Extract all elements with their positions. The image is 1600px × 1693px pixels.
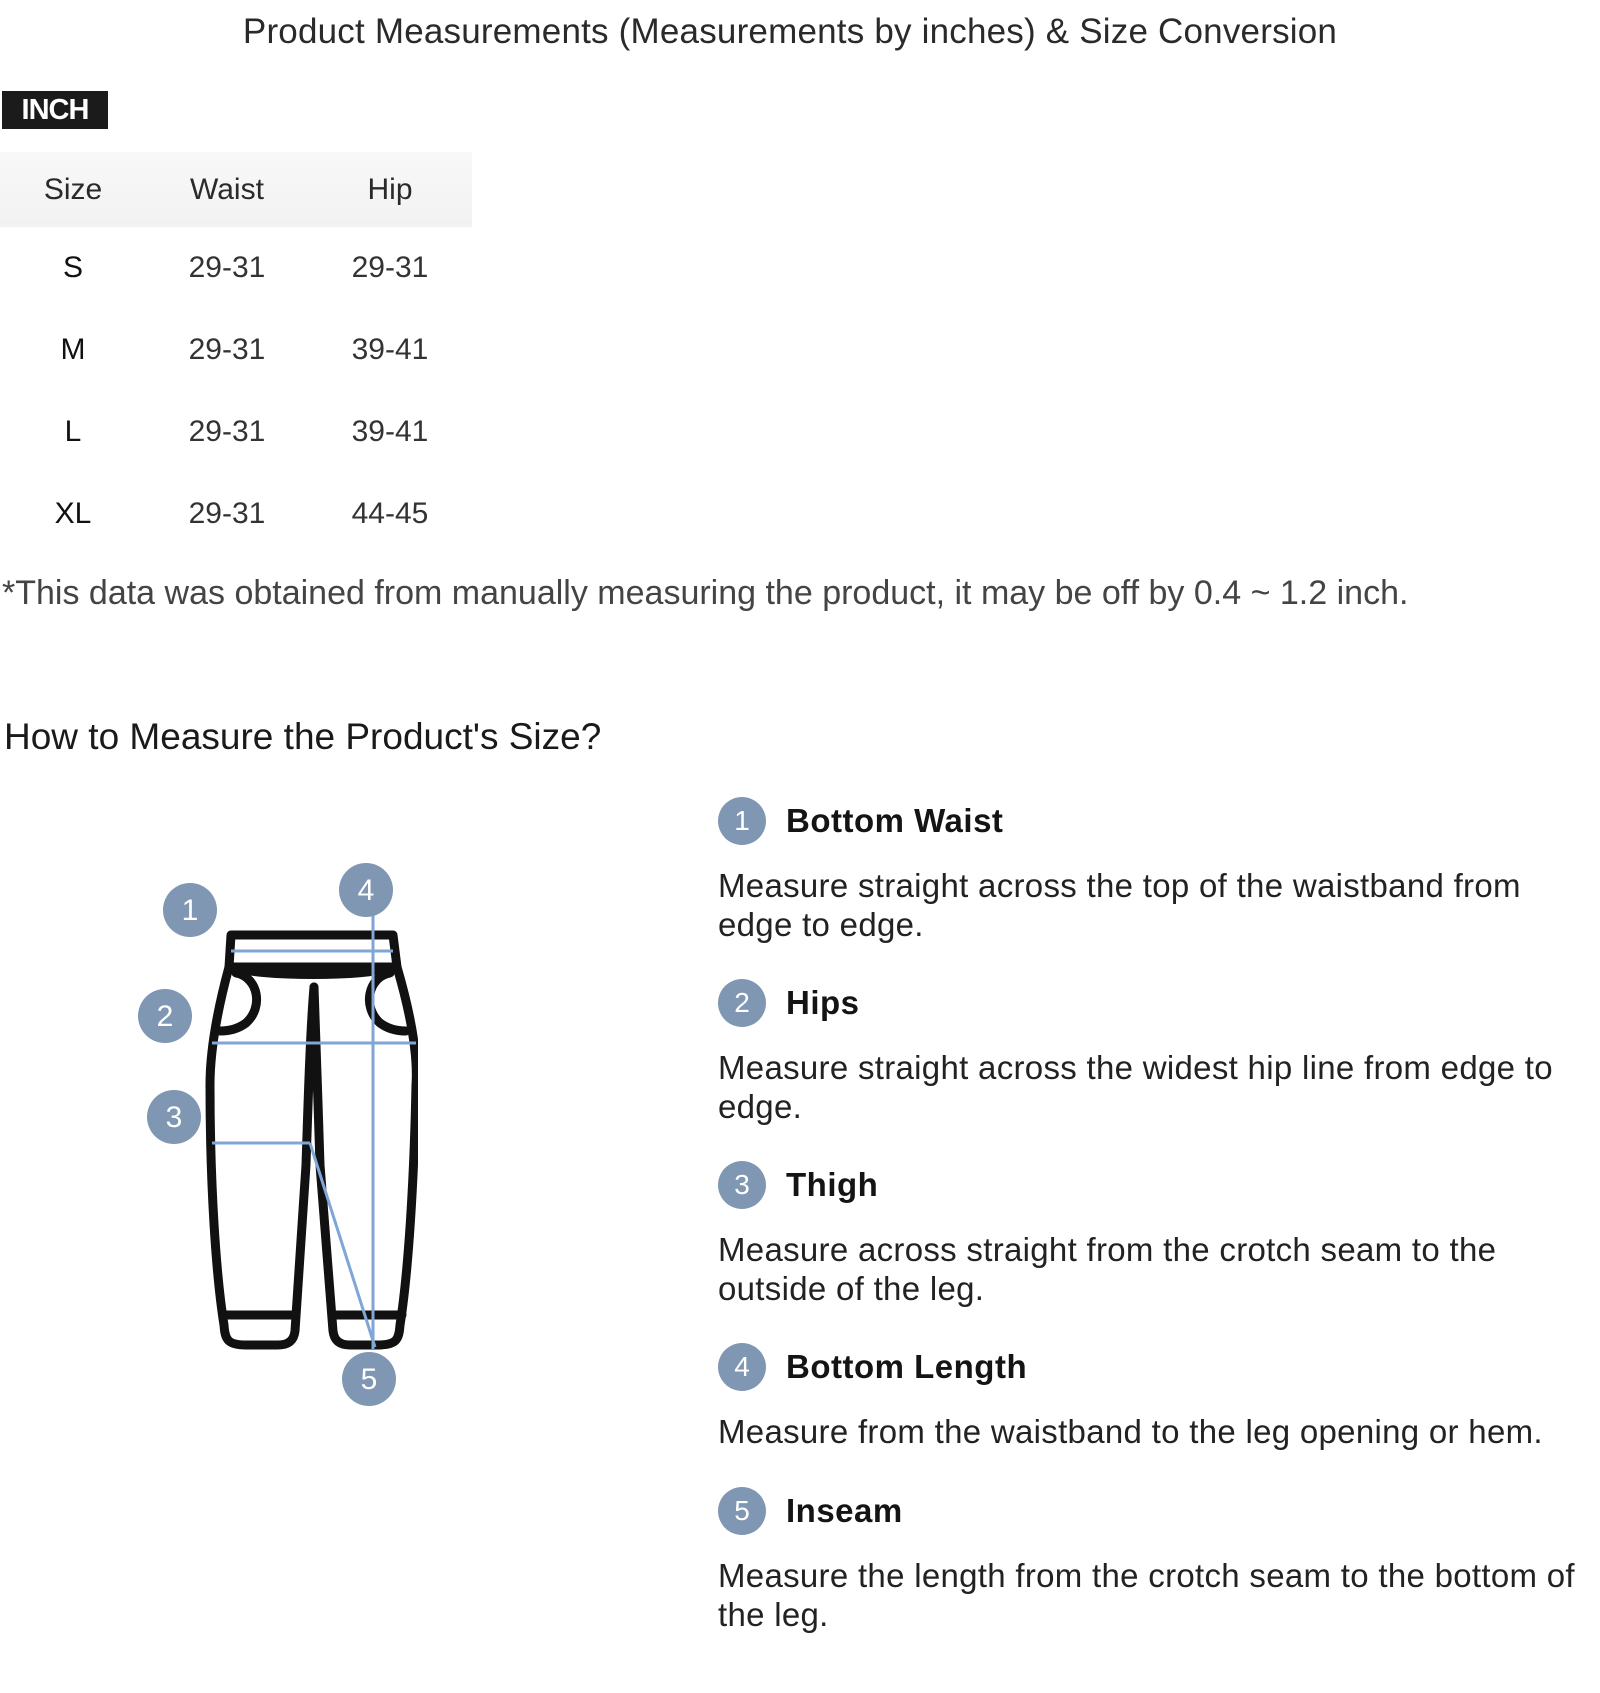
hip-cell: 39-41 xyxy=(351,415,429,448)
size-cell: S xyxy=(62,251,83,284)
page-title: Product Measurements (Measurements by inches) & Size Conversion xyxy=(242,12,1338,51)
table-row xyxy=(0,309,472,391)
table-header-row xyxy=(0,152,472,227)
size-table xyxy=(0,152,472,555)
column-header-size: Size xyxy=(0,152,146,227)
step-title: Inseam xyxy=(786,1492,903,1529)
marker-4-icon xyxy=(339,863,393,917)
step-title: Bottom Length xyxy=(786,1348,1028,1385)
measurement-note: *This data was obtained from manually measuring the product, it may be off by 0.4 ~ 1.2 inch. xyxy=(2,574,1409,612)
step-hips xyxy=(718,978,1588,1160)
svg-text:5: 5 xyxy=(360,1363,378,1396)
step-bottom-waist xyxy=(718,796,1588,978)
step-description: Measure the length from the crotch seam to the bottom of the leg. xyxy=(718,1557,1575,1633)
step-description: Measure from the waistband to the leg opening or hem. xyxy=(718,1413,1543,1450)
svg-text:1: 1 xyxy=(181,894,199,927)
table-row xyxy=(0,473,472,555)
hip-cell: 44-45 xyxy=(351,497,429,530)
how-to-measure-heading: How to Measure the Product's Size? xyxy=(4,716,602,757)
marker-3-icon xyxy=(147,1090,201,1144)
size-cell: L xyxy=(64,415,82,448)
waist-cell: 29-31 xyxy=(188,333,266,366)
step-description: Measure across straight from the crotch seam to the outside of the leg. xyxy=(718,1231,1497,1307)
marker-5-icon xyxy=(342,1352,396,1406)
table-row xyxy=(0,227,472,309)
pants-outline-icon xyxy=(210,935,416,1345)
step-title: Hips xyxy=(786,984,860,1021)
unit-badge: INCH xyxy=(2,91,108,129)
hip-cell: 39-41 xyxy=(351,333,429,366)
table-row xyxy=(0,391,472,473)
step-number-badge: 5 xyxy=(718,1487,766,1535)
step-number-badge: 1 xyxy=(718,797,766,845)
pants-diagram xyxy=(128,855,418,1415)
size-cell: XL xyxy=(54,497,92,530)
size-cell: M xyxy=(60,333,86,366)
hip-cell: 29-31 xyxy=(351,251,429,284)
waist-cell: 29-31 xyxy=(188,497,266,530)
step-bottom-length xyxy=(718,1342,1588,1486)
waist-cell: 29-31 xyxy=(188,415,266,448)
step-description: Measure straight across the widest hip line from edge to edge. xyxy=(718,1049,1553,1125)
measurement-steps xyxy=(718,796,1588,1634)
svg-text:2: 2 xyxy=(156,1000,174,1033)
column-header-waist: Waist xyxy=(146,152,308,227)
step-number-badge: 3 xyxy=(718,1161,766,1209)
svg-text:3: 3 xyxy=(165,1101,183,1134)
marker-1-icon xyxy=(163,883,217,937)
step-number-badge: 4 xyxy=(718,1343,766,1391)
marker-2-icon xyxy=(138,989,192,1043)
waist-cell: 29-31 xyxy=(188,251,266,284)
column-header-hip: Hip xyxy=(308,152,472,227)
step-title: Bottom Waist xyxy=(786,802,1004,839)
step-thigh xyxy=(718,1160,1588,1342)
step-description: Measure straight across the top of the waistband from edge to edge. xyxy=(718,867,1521,943)
step-title: Thigh xyxy=(786,1166,879,1203)
step-number-badge: 2 xyxy=(718,979,766,1027)
step-inseam xyxy=(718,1486,1588,1634)
svg-text:4: 4 xyxy=(357,874,375,907)
